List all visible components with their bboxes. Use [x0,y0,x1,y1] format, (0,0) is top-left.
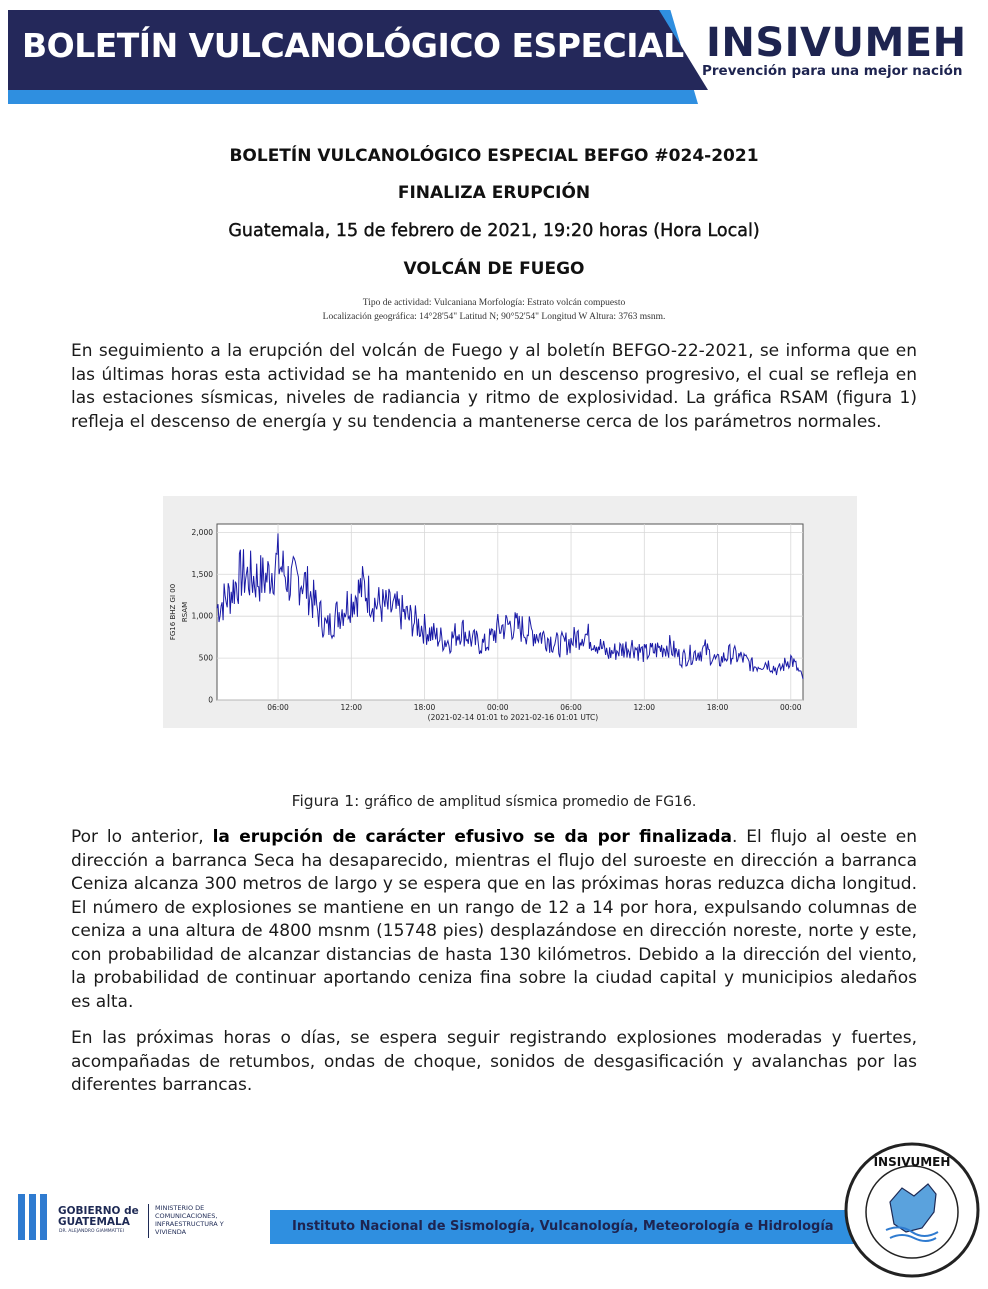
insivumeh-seal-icon [842,1140,982,1280]
x-tick-label: 06:00 [267,703,289,712]
volcano-name: VOLCÁN DE FUEGO [403,259,585,279]
bulletin-title: BOLETÍN VULCANOLÓGICO ESPECIAL BEFGO #024-2021 [229,146,759,166]
activity-type: Tipo de actividad: Vulcaniana Morfología: Estrato volcán compuesto [362,298,626,308]
government-subtitle: DR. ALEJANDRO GIAMMATTEI [59,1229,124,1234]
seal-label: INSIVUMEH [873,1155,951,1169]
paragraph-conclusion-rest: . El flujo al oeste en dirección a barranca Seca ha desaparecido, mientras el flujo del suroeste en dirección a barranca Ceniza alcanza 300 metros de largo y se espera que en las próximas horas reduzca dicha longitud. El número de explosiones se mantiene en un rango de 12 a 14 por hora, expulsando columnas de ceniza a una altura de 4800 msnm (15748 pies) desplazándose en dirección noreste, norte y este, con probabilidad de alcanzar distancias de hasta 130 kilómetros. Debido a la dirección del viento, la probabilidad de continuar aportando ceniza fina sobre la ciudad capital y municipios aledaños es alta. [71,827,917,1012]
y-tick-label: 1,500 [191,569,213,579]
y-tick-label: 2,000 [191,527,213,537]
institute-name: Instituto Nacional de Sismología, Vulcanología, Meteorología e Hidrología [292,1219,834,1234]
x-tick-label: 12:00 [340,703,363,712]
figure-caption [0,792,988,810]
x-tick-label: 12:00 [633,703,656,712]
x-tick-label: 06:00 [560,703,582,712]
y-axis-station-label: FG16 BHZ GI 00 [169,583,177,641]
banner-title: BOLETÍN VULCANOLÓGICO ESPECIAL [22,26,684,65]
x-tick-label: 18:00 [413,703,436,712]
brand-tagline: Prevención para una mejor nación [702,63,963,79]
bulletin-date: Guatemala, 15 de febrero de 2021, 19:20 horas (Hora Local) [228,221,760,241]
footer-divider [148,1204,149,1238]
x-tick-label: 00:00 [486,703,509,712]
y-tick-label: 1,000 [191,611,213,621]
x-axis-label: (2021-02-14 01:01 to 2021-02-16 01:01 UTC) [427,713,599,722]
rsam-chart [163,496,857,728]
paragraph-outlook: En las próximas horas o días, se espera seguir registrando explosiones moderadas y fuertes, acompañadas de retumbos, ondas de choque, sonidos de desgasificación y avalanchas por las diferentes barrancas. [71,1028,917,1095]
figure-caption-label: Figura 1: [291,792,360,810]
paragraph-conclusion [71,826,917,1014]
plot-area [217,524,803,700]
y-axis-label: RSAM [181,601,189,623]
y-tick-label: 0 [208,695,213,705]
x-tick-label: 18:00 [706,703,729,712]
paragraph-intro: En seguimiento a la erupción del volcán de Fuego y al boletín BEFGO-22-2021, se informa que en las últimas horas esta actividad se ha mantenido en un descenso progresivo, el cual se refleja en las estaciones sísmicas, niveles de radiancia y ritmo de explosividad. La gráfica RSAM (figura 1) refleja el descenso de energía y su tendencia a mantenerse cerca de los parámetros normales. [71,341,917,432]
bulletin-subtitle: FINALIZA ERUPCIÓN [397,183,591,203]
government-title: GOBIERNO de GUATEMALA [58,1205,139,1228]
geo-location: Localización geográfica: 14°28'54" Latitud N; 90°52'54" Longitud W Altura: 3763 msnm. [322,312,666,322]
ministry-name: MINISTERIO DE COMUNICACIONES, INFRAESTRUCTURA Y VIVIENDA [155,1204,224,1236]
brand-logo: INSIVUMEH [706,20,967,66]
government-logo-icon [18,1194,52,1240]
y-tick-label: 500 [198,653,213,663]
paragraph-conclusion-highlight: la erupción de carácter efusivo se da por finalizada [212,827,733,847]
figure-caption-text: gráfico de amplitud sísmica promedio de FG16. [364,794,697,810]
paragraph-conclusion-lead: Por lo anterior, [71,827,213,847]
x-tick-label: 00:00 [779,703,802,712]
